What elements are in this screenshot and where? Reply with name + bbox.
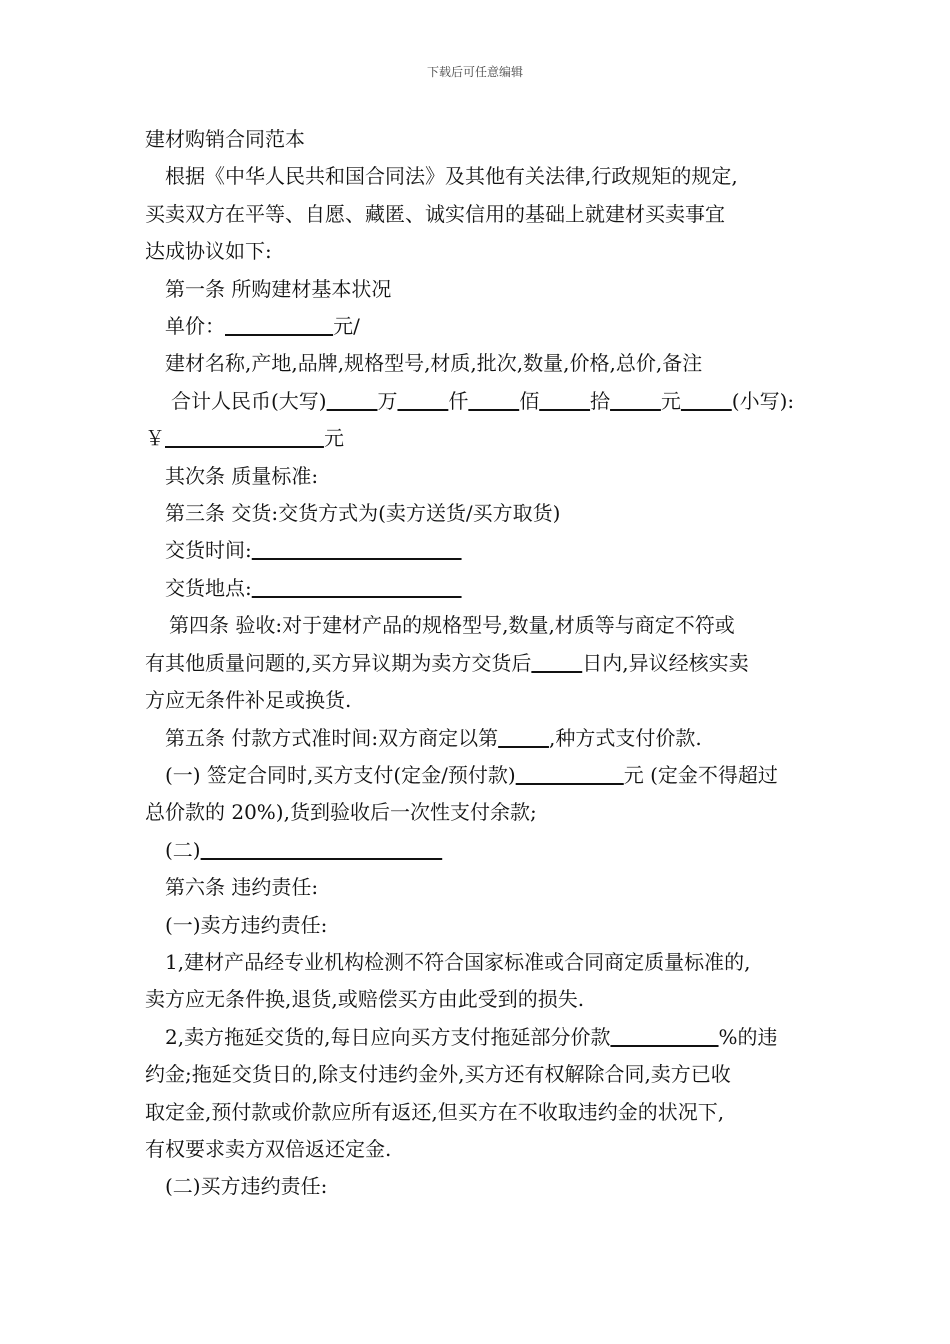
columns-line: 建材名称,产地,品牌,规格型号,材质,批次,数量,价格,总价,备注: [165, 351, 703, 376]
article-4-line-1: 第四条 验收:对于建材产品的规格型号,数量,材质等与商定不符或: [169, 613, 735, 638]
article-1-heading: 第一条 所购建材基本状况: [165, 276, 392, 301]
article-6-heading: 第六条 违约责任:: [165, 875, 319, 900]
total-blank-bai[interactable]: [468, 389, 519, 413]
deposit-amount-blank[interactable]: [516, 763, 624, 787]
payment-item-1-before: (一) 签定合同时,买方支付(定金/预付款): [165, 762, 516, 787]
article-5-line: [145, 720, 815, 757]
total-blank-yuan[interactable]: [610, 389, 661, 413]
buyer-liability-heading: (二)买方违约责任:: [165, 1174, 328, 1199]
article-2-heading: 其次条 质量标准:: [165, 463, 319, 488]
seller-clause-2-line-4: 有权要求卖方双倍返还定金.: [145, 1136, 392, 1161]
total-line: [145, 383, 815, 420]
intro-line-3: 达成协议如下:: [145, 239, 272, 264]
seller-clause-2-after: %的违: [718, 1024, 778, 1049]
delivery-place-label: 交货地点:: [165, 575, 252, 600]
seller-clause-1-line-2: 卖方应无条件换,退货,或赔偿买方由此受到的损失.: [145, 987, 585, 1012]
total-blank-qian[interactable]: [397, 389, 448, 413]
payment-item-2-line: [145, 832, 815, 869]
total-unit-yuan: 元: [660, 388, 681, 413]
seller-clause-2-line-2: 约金;拖延交货日的,除支付违约金外,买方还有权解除合同,卖方已收: [145, 1062, 731, 1087]
article-4-line-2: [145, 645, 815, 682]
total-prefix: 合计人民币(大写): [171, 388, 327, 413]
document-title: 建材购销合同范本: [145, 127, 305, 151]
intro-line-1: 根据《中华人民共和国合同法》及其他有关法律,行政规矩的规定,: [165, 164, 738, 189]
article-4-after: 日内,异议经核实卖: [582, 650, 749, 675]
seller-clause-2-line-3: 取定金,预付款或价款应所有返还,但买方在不收取违约金的状况下,: [145, 1099, 725, 1124]
yen-symbol: ￥: [145, 426, 165, 451]
page-header: 下载后可任意编辑: [426, 65, 523, 79]
penalty-percent-blank[interactable]: [610, 1025, 718, 1049]
objection-days-blank[interactable]: [531, 651, 582, 675]
total-blank-shi[interactable]: [539, 389, 590, 413]
seller-clause-1-line-1: 1,建材产品经专业机构检测不符合国家标准或合同商定质量标准的,: [165, 949, 751, 974]
document-body: [145, 121, 815, 1206]
delivery-time-label: 交货时间:: [165, 538, 252, 563]
yen-blank[interactable]: [165, 426, 324, 450]
payment-item-1-line-2: 总价款的 20%),货到验收后一次性支付余款;: [145, 800, 537, 825]
unit-price-line: [145, 308, 815, 345]
payment-item-1-line: [145, 757, 815, 794]
payment-item-2-blank[interactable]: [201, 838, 443, 862]
yen-line: [145, 420, 815, 457]
unit-price-label: 单价：: [165, 314, 225, 339]
total-unit-shi: 拾: [590, 388, 611, 413]
article-4-line-3: 方应无条件补足或换货.: [145, 688, 352, 713]
unit-price-suffix: 元/: [333, 314, 360, 339]
total-unit-qian: 仟: [448, 388, 469, 413]
article-3-heading: 第三条 交货:交货方式为(卖方送货/买方取货): [165, 501, 561, 526]
total-unit-bai: 佰: [519, 388, 540, 413]
article-5-after: ,种方式支付价款.: [548, 725, 702, 750]
delivery-place-line: [145, 570, 815, 607]
total-unit-wan: 万: [377, 388, 398, 413]
total-blank-tail[interactable]: [681, 389, 732, 413]
total-small-label: (小写):: [731, 388, 795, 413]
total-blank-wan[interactable]: [327, 389, 378, 413]
delivery-place-blank[interactable]: [252, 576, 462, 600]
seller-liability-heading: (一)卖方违约责任:: [165, 912, 328, 937]
intro-line-2: 买卖双方在平等、自愿、藏匿、诚实信用的基础上就建材买卖事宜: [145, 201, 725, 226]
delivery-time-blank[interactable]: [252, 538, 462, 562]
unit-price-blank[interactable]: [225, 314, 333, 338]
seller-clause-2-line-1: [145, 1019, 815, 1056]
article-5-before: 第五条 付款方式准时间:双方商定以第: [165, 725, 499, 750]
article-4-before: 有其他质量问题的,买方异议期为卖方交货后: [145, 650, 532, 675]
yen-suffix: 元: [323, 426, 344, 451]
payment-method-blank[interactable]: [498, 726, 549, 750]
payment-item-2-label: (二): [165, 837, 201, 862]
payment-item-1-after: 元 (定金不得超过: [623, 762, 778, 787]
delivery-time-line: [145, 532, 815, 569]
seller-clause-2-before: 2,卖方拖延交货的,每日应向买方支付拖延部分价款: [165, 1024, 611, 1049]
